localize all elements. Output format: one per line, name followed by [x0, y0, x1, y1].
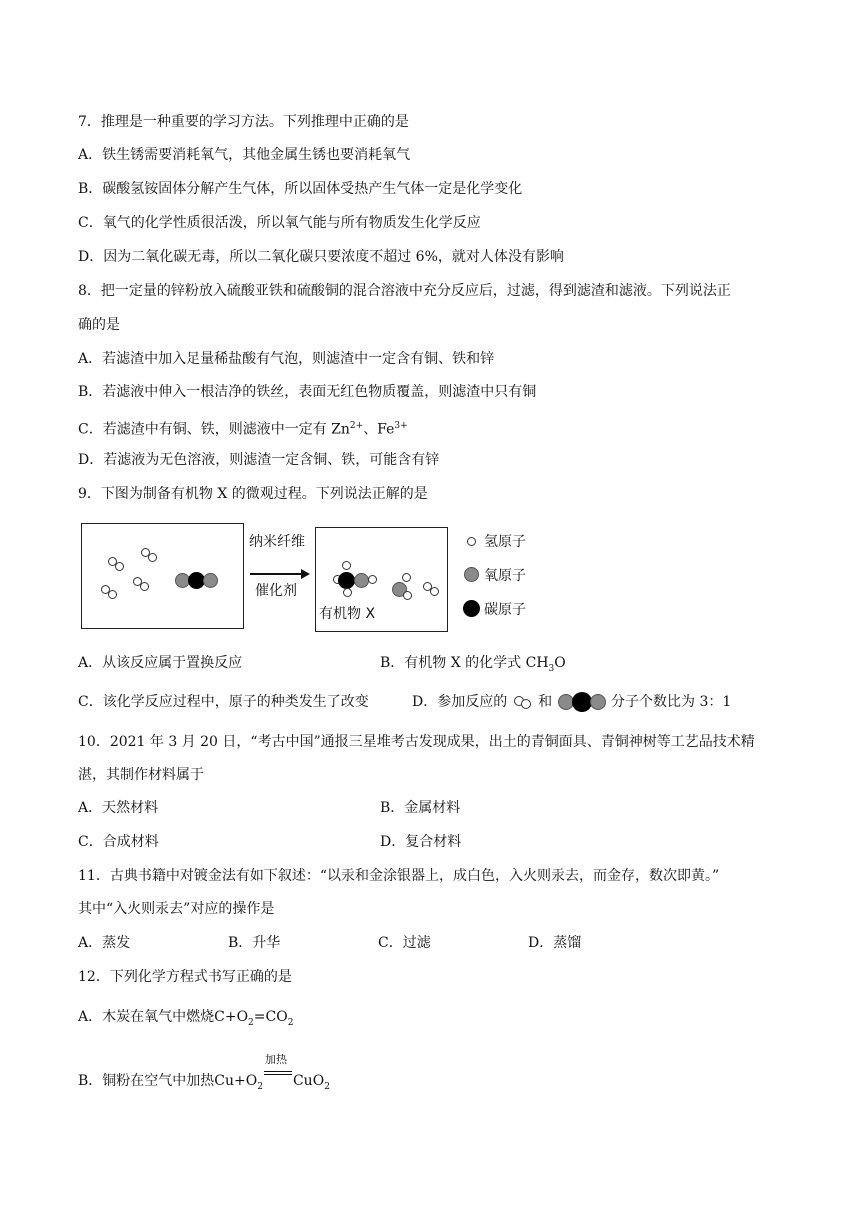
q9-option-d[interactable] [412, 692, 731, 712]
q9-d-tail: 分子个数比为 3：1 [611, 694, 732, 710]
heating-label: 加热 [264, 1053, 287, 1066]
q12-a-equation: $C+O_2=CO_2$ [214, 1009, 294, 1028]
hydrogen-atom [403, 591, 412, 600]
q12-b-text: B．铜粉在空气中加热 [78, 1073, 215, 1089]
q12-stem: 12．下列化学方程式书写正确的是 [78, 969, 292, 985]
arrow-label-bottom: 催化剂 [255, 583, 297, 599]
q12-b-equation: $Cu+O_2$ 加热 CuO$_2$ [214, 1073, 330, 1089]
reactant-box [81, 523, 244, 629]
q8-option-c[interactable] [78, 416, 408, 440]
q11-stem-line1: 11．古典书籍中对镀金法有如下叙述：“以汞和金涂银器上，成白色，入火则汞去，而金存，数次即黄。” [78, 868, 720, 884]
q10-option-c[interactable]: C．合成材料 [78, 834, 159, 850]
q8-option-b[interactable]: B．若滤液中伸入一根洁净的铁丝，表面无红色物质覆盖，则滤渣中只有铜 [78, 384, 537, 400]
hydrogen-atom [368, 575, 377, 584]
q9-option-b[interactable] [380, 653, 566, 679]
q7-option-c[interactable]: C．氧气的化学性质很活泼，所以氧气能与所有物质发生化学反应 [78, 215, 481, 231]
hydrogen-atom [343, 588, 352, 597]
q9-option-a[interactable]: A．从该反应属于置换反应 [78, 655, 243, 671]
hydrogen-molecule-icon [512, 695, 534, 709]
q12-a-text: A．木炭在氧气中燃烧 [78, 1009, 215, 1025]
q9-d-text: D．参加反应的 [412, 694, 508, 710]
q9-b-sub: 3 [548, 663, 555, 674]
equals-double-line [264, 1071, 292, 1075]
legend-oxygen-icon [464, 567, 479, 582]
q11-option-b[interactable]: B．升华 [228, 935, 281, 951]
arrow-head-icon [301, 569, 310, 579]
q10-stem-line1: 10．2021 年 3 月 20 日，“考古中国”通报三星堆考古发现成果，出土的青铜面具、青铜神树等工艺品技术精 [78, 734, 755, 750]
q11-stem-line2: 其中“入火则汞去”对应的操作是 [78, 901, 275, 917]
legend-carbon-icon [463, 600, 480, 617]
q8-c-text: C．若滤渣中有铜、铁，则滤液中一定有 Zn [78, 421, 350, 438]
q8-option-a[interactable]: A．若滤渣中加入足量稀盐酸有气泡，则滤渣中一定含有铜、铁和锌 [78, 351, 495, 367]
product-box [315, 527, 448, 632]
carbon-dioxide-molecule-icon [557, 692, 607, 712]
q10-stem-line2: 湛，其制作材料属于 [78, 767, 204, 783]
oxygen-atom [354, 573, 369, 588]
legend-hydrogen-label: 氢原子 [484, 534, 526, 550]
hydrogen-atom [108, 590, 117, 599]
q10-option-b[interactable]: B．金属材料 [380, 800, 461, 816]
q7-option-a[interactable]: A．铁生锈需要消耗氧气，其他金属生锈也要消耗氧气 [78, 147, 411, 163]
hydrogen-atom [148, 553, 157, 562]
q7-option-d[interactable]: D．因为二氧化碳无毒，所以二氧化碳只要浓度不超过 6%，就对人体没有影响 [78, 249, 564, 265]
oxygen-atom [203, 573, 218, 588]
reaction-arrow [250, 573, 304, 575]
q12-option-b[interactable] [78, 1053, 330, 1097]
heating-condition [263, 1053, 293, 1085]
hydrogen-atom [402, 573, 411, 582]
q8-c-fe-charge: 3+ [394, 421, 408, 431]
q11-option-d[interactable]: D．蒸馏 [528, 935, 582, 951]
q10-option-a[interactable]: A．天然材料 [78, 800, 159, 816]
hydrogen-atom [140, 582, 149, 591]
carbon-atom [338, 572, 355, 589]
legend-oxygen-label: 氧原子 [484, 568, 526, 584]
q8-stem-line2: 确的是 [78, 317, 120, 333]
q9-stem: 9．下图为制备有机物 X 的微观过程。下列说法正解的是 [78, 486, 428, 502]
q9-d-and: 和 [538, 694, 553, 710]
q8-c-zn-charge: 2+ [349, 421, 364, 431]
hydrogen-atom [342, 561, 351, 570]
legend-carbon-label: 碳原子 [484, 602, 526, 618]
q8-option-d[interactable]: D．若滤液为无色溶液，则滤渣一定含铜、铁，可能含有锌 [78, 452, 440, 468]
q8-c-text-mid: 、Fe [363, 421, 395, 438]
q7-stem: 7．推理是一种重要的学习方法。下列推理中正确的是 [78, 114, 409, 130]
q11-option-a[interactable]: A．蒸发 [78, 935, 131, 951]
q9-option-c[interactable]: C．该化学反应过程中，原子的种类发生了改变 [78, 694, 369, 710]
arrow-label-top: 纳米纤维 [249, 534, 305, 550]
hydrogen-atom [430, 587, 439, 596]
q9-b-text: B．有机物 X 的化学式 CH [380, 655, 549, 671]
q11-option-c[interactable]: C．过滤 [378, 935, 431, 951]
q7-option-b[interactable]: B．碳酸氢铵固体分解产生气体，所以固体受热产生气体一定是化学变化 [78, 181, 523, 197]
product-label: 有机物 X [319, 606, 376, 622]
q8-stem-line1: 8．把一定量的锌粉放入硫酸亚铁和硫酸铜的混合溶液中充分反应后，过滤，得到滤渣和滤液。下列说法正 [78, 283, 731, 299]
q10-option-d[interactable]: D．复合材料 [380, 834, 462, 850]
q9-b-tail: O [554, 655, 566, 671]
q12-option-a[interactable] [78, 1007, 293, 1033]
legend-hydrogen-icon [467, 537, 476, 546]
hydrogen-atom [115, 562, 124, 571]
